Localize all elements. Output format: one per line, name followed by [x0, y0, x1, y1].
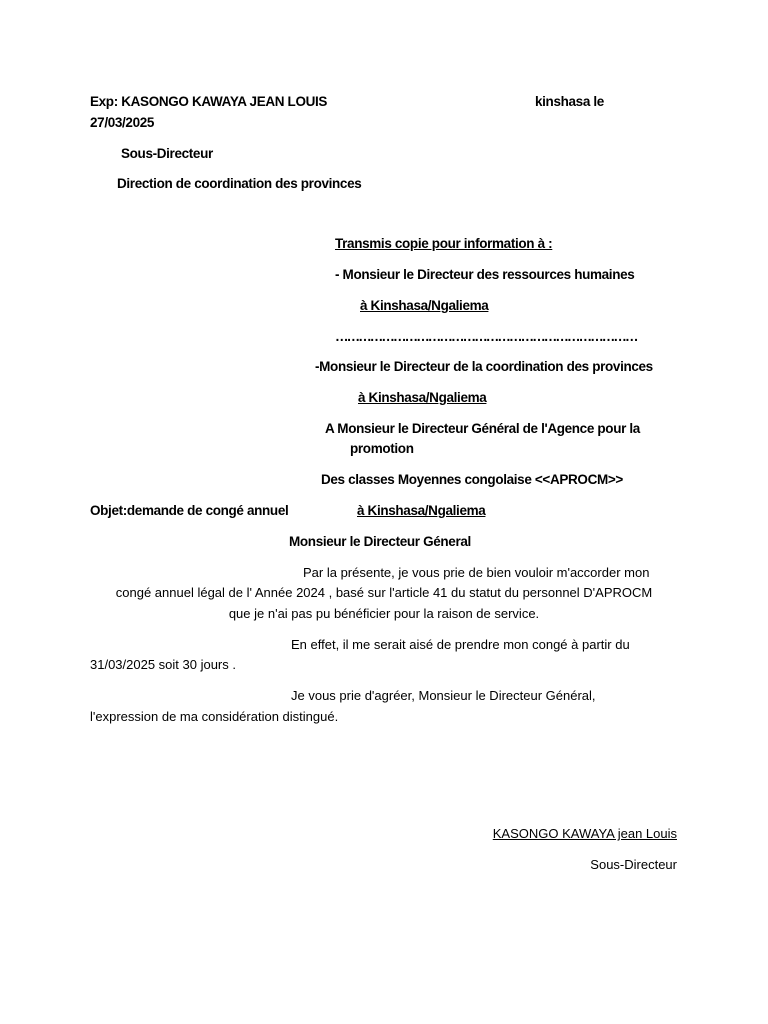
recipient-3-place: à Kinshasa/Ngaliema [357, 503, 486, 518]
body-p3-line-2: l'expression de ma considération distingué. [90, 709, 339, 724]
recipient-3-line-2: promotion [350, 441, 414, 456]
body-p3-line-1: Je vous prie d'agréer, Monsieur le Directeur Général, [291, 688, 596, 703]
recipient-1-name: - Monsieur le Directeur des ressources humaines [335, 267, 635, 282]
body-p2-line-1: En effet, il me serait aisé de prendre mon congé à partir du [291, 637, 630, 652]
signature-title: Sous-Directeur [590, 857, 677, 872]
body-p1-line-2: congé annuel légal de l' Année 2024 , basé sur l'article 41 du statut du personnel D'APROCM [115, 585, 653, 600]
salutation: Monsieur le Directeur Géneral [289, 534, 471, 549]
subject-line: Objet:demande de congé annuel [90, 503, 289, 518]
recipient-3-line-3: Des classes Moyennes congolaise <<APROCM>> [321, 472, 623, 487]
letter-date: 27/03/2025 [90, 115, 155, 130]
signature-name: KASONGO KAWAYA jean Louis [492, 826, 677, 841]
sender-department: Direction de coordination des provinces [117, 176, 362, 191]
recipient-2-place: à Kinshasa/Ngaliema [358, 390, 487, 405]
sender-exp-line: Exp: KASONGO KAWAYA JEAN LOUIS [90, 94, 328, 109]
place-date-label: kinshasa le [535, 94, 604, 109]
body-p2-line-2: 31/03/2025 soit 30 jours . [90, 657, 236, 672]
sender-title: Sous-Directeur [121, 146, 213, 161]
recipient-2-name: -Monsieur le Directeur de la coordination des provinces [315, 359, 653, 374]
dotted-separator: …………………………………………………………………… [335, 329, 637, 344]
recipient-1-place: à Kinshasa/Ngaliema [360, 298, 489, 313]
transmis-copie-label: Transmis copie pour information à : [335, 236, 553, 251]
recipient-3-line-1: A Monsieur le Directeur Général de l'Agence pour la [325, 421, 640, 436]
body-p1-line-1: Par la présente, je vous prie de bien vouloir m'accorder mon [303, 565, 650, 580]
body-p1-line-3: que je n'ai pas pu bénéficier pour la raison de service. [228, 606, 540, 621]
